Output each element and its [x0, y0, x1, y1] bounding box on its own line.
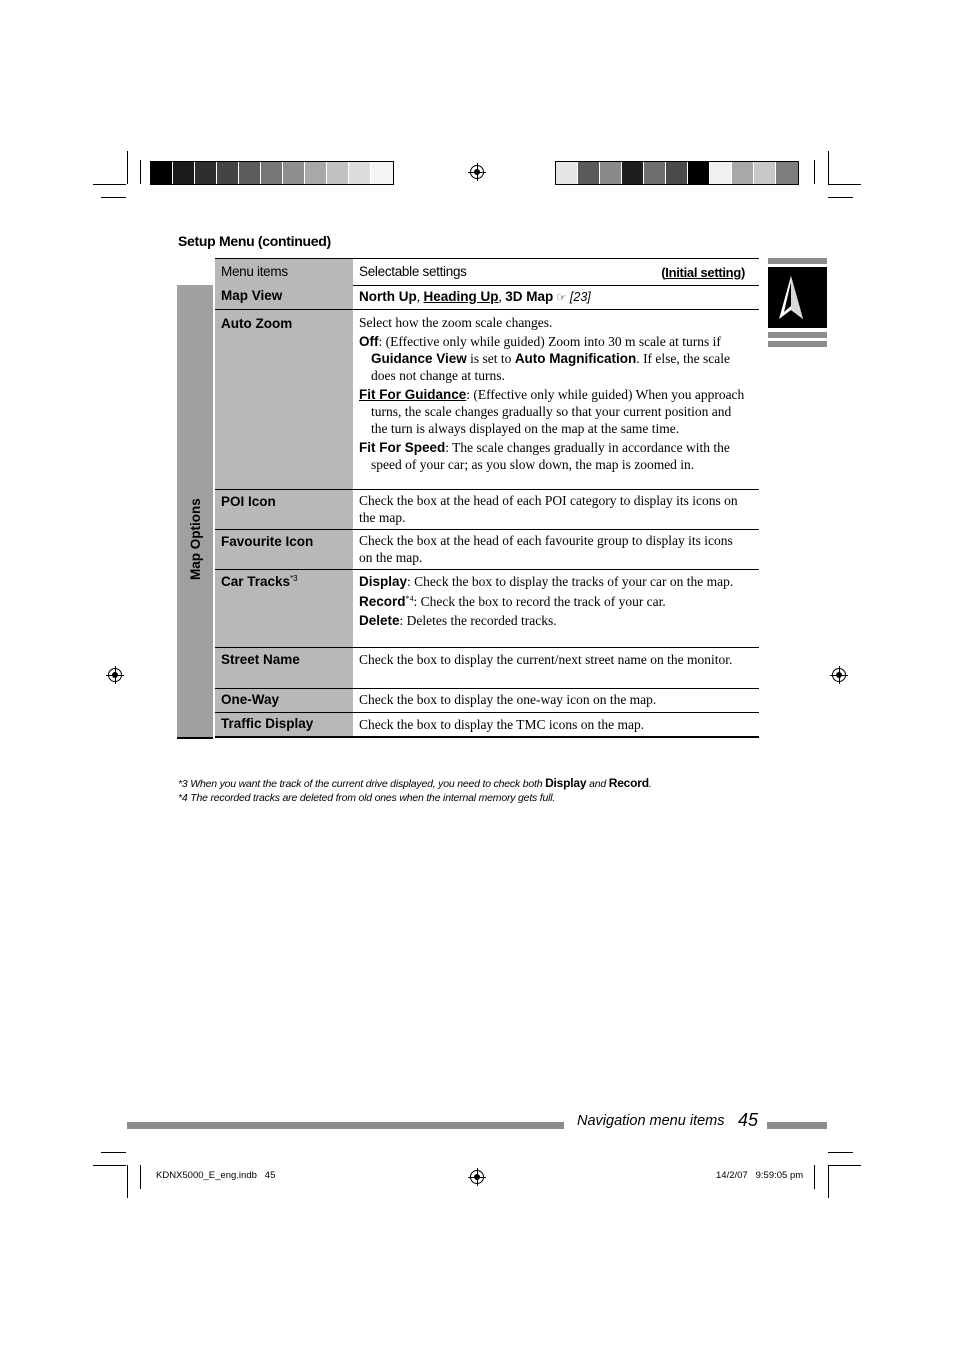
row-description: Check the box to display the current/next street name on the monitor. [359, 652, 733, 667]
row-description: Check the box at the head of each favourite group to display its icons on the map. [359, 533, 733, 565]
crosshair-registration-icon [470, 1170, 484, 1184]
footnote-3: *3 When you want the track of the current drive displayed, you need to check both Display and Record. [178, 776, 652, 790]
color-swatch [776, 162, 798, 184]
color-swatch [710, 162, 732, 184]
color-swatch [283, 162, 305, 184]
table-row-traffic-display [215, 713, 759, 738]
table-row-auto-zoom [215, 310, 759, 490]
color-swatch [578, 162, 600, 184]
side-tab-bar-top [768, 258, 827, 264]
color-swatch [622, 162, 644, 184]
row-name: POI Icon [215, 490, 353, 529]
footer-section-label: Navigation menu items [577, 1113, 725, 1129]
row-name: Favourite Icon [215, 530, 353, 569]
side-tab-bar-bottom [768, 332, 827, 338]
color-swatch [732, 162, 754, 184]
color-swatch [371, 162, 393, 184]
color-swatch [173, 162, 195, 184]
color-swatch [600, 162, 622, 184]
side-tab [768, 267, 827, 328]
table-row-poi-icon [215, 490, 759, 530]
file-slug: KDNX5000_E_eng.indb 45 [156, 1170, 276, 1181]
group-label: Map Options [188, 498, 203, 580]
page-number: 45 [738, 1110, 759, 1130]
footer-bar-right [767, 1122, 827, 1129]
color-swatch [754, 162, 776, 184]
side-tab-bar-bottom-2 [768, 341, 827, 347]
table-row-one-way [215, 689, 759, 713]
crosshair-registration-icon [470, 165, 484, 179]
table-row-map-view [215, 285, 759, 310]
header-menu-items: Menu items [215, 259, 353, 285]
page-reference: [23] [569, 290, 591, 304]
footnote-4: *4 The recorded tracks are deleted from old ones when the internal memory gets full. [178, 792, 556, 804]
row-description: Check the box to display the one-way icon on the map. [359, 692, 657, 707]
row-name: Street Name [215, 648, 353, 688]
group-column [177, 285, 213, 739]
color-swatch [666, 162, 688, 184]
color-swatch [349, 162, 371, 184]
crosshair-registration-icon [108, 668, 122, 682]
row-name: Traffic Display [215, 713, 353, 736]
header-selectable-settings [353, 259, 759, 285]
header-selectable-settings-label: Selectable settings [359, 264, 467, 279]
color-swatch [239, 162, 261, 184]
row-name: Map View [215, 285, 353, 309]
row-description: Display: Check the box to display the tracks of your car on the map. Record$^{*4}$: Check the box to record the track of your car. Delete: Deletes the recorded tracks. [359, 574, 734, 628]
table-row-car-tracks [215, 570, 759, 648]
color-swatch [217, 162, 239, 184]
color-swatch [644, 162, 666, 184]
row-description: North Up, Heading Up, 3D Map ☞ [23] [359, 289, 591, 304]
row-name: One-Way [215, 689, 353, 712]
crosshair-registration-icon [832, 668, 846, 682]
section-title: Setup Menu (continued) [178, 233, 331, 249]
color-swatch [305, 162, 327, 184]
color-swatch [151, 162, 173, 184]
table-row-street-name [215, 648, 759, 689]
row-description: Check the box to display the TMC icons on the map. [359, 717, 645, 732]
row-description: Select how the zoom scale changes. Off: (Effective only while guided) Zoom into 30 m scale at turns if Guidance View is set to Auto Magnification. If else, the scale does not change at turns. Fit For Guidance: (Effective only while guided) When you approach turns, the scale changes gradually so that your current position and the turn is always displayed on the map at the same time. Fit For Speed: The scale changes gradually in accordance with the speed of your car; as you slow down, the map is zoomed in. [359, 315, 745, 472]
pointing-hand-icon: ☞ [556, 292, 567, 304]
navigation-arrow-icon [768, 267, 827, 328]
row-description: Check the box at the head of each POI category to display its icons on the map. [359, 493, 738, 525]
color-swatch [556, 162, 578, 184]
color-swatch [195, 162, 217, 184]
footer-bar-left [127, 1122, 564, 1129]
date-slug: 14/2/07 9:59:05 pm [716, 1170, 804, 1181]
row-name: Auto Zoom [215, 310, 353, 489]
table-header [215, 258, 759, 286]
color-swatch-strip-left [150, 161, 394, 185]
color-swatch [688, 162, 710, 184]
row-name: Car Tracks$^{*3}$ [215, 570, 353, 647]
table-row-favourite-icon [215, 530, 759, 570]
header-initial-setting: (Initial setting) [661, 265, 745, 280]
color-swatch [327, 162, 349, 184]
color-swatch-strip-right [555, 161, 799, 185]
color-swatch [261, 162, 283, 184]
